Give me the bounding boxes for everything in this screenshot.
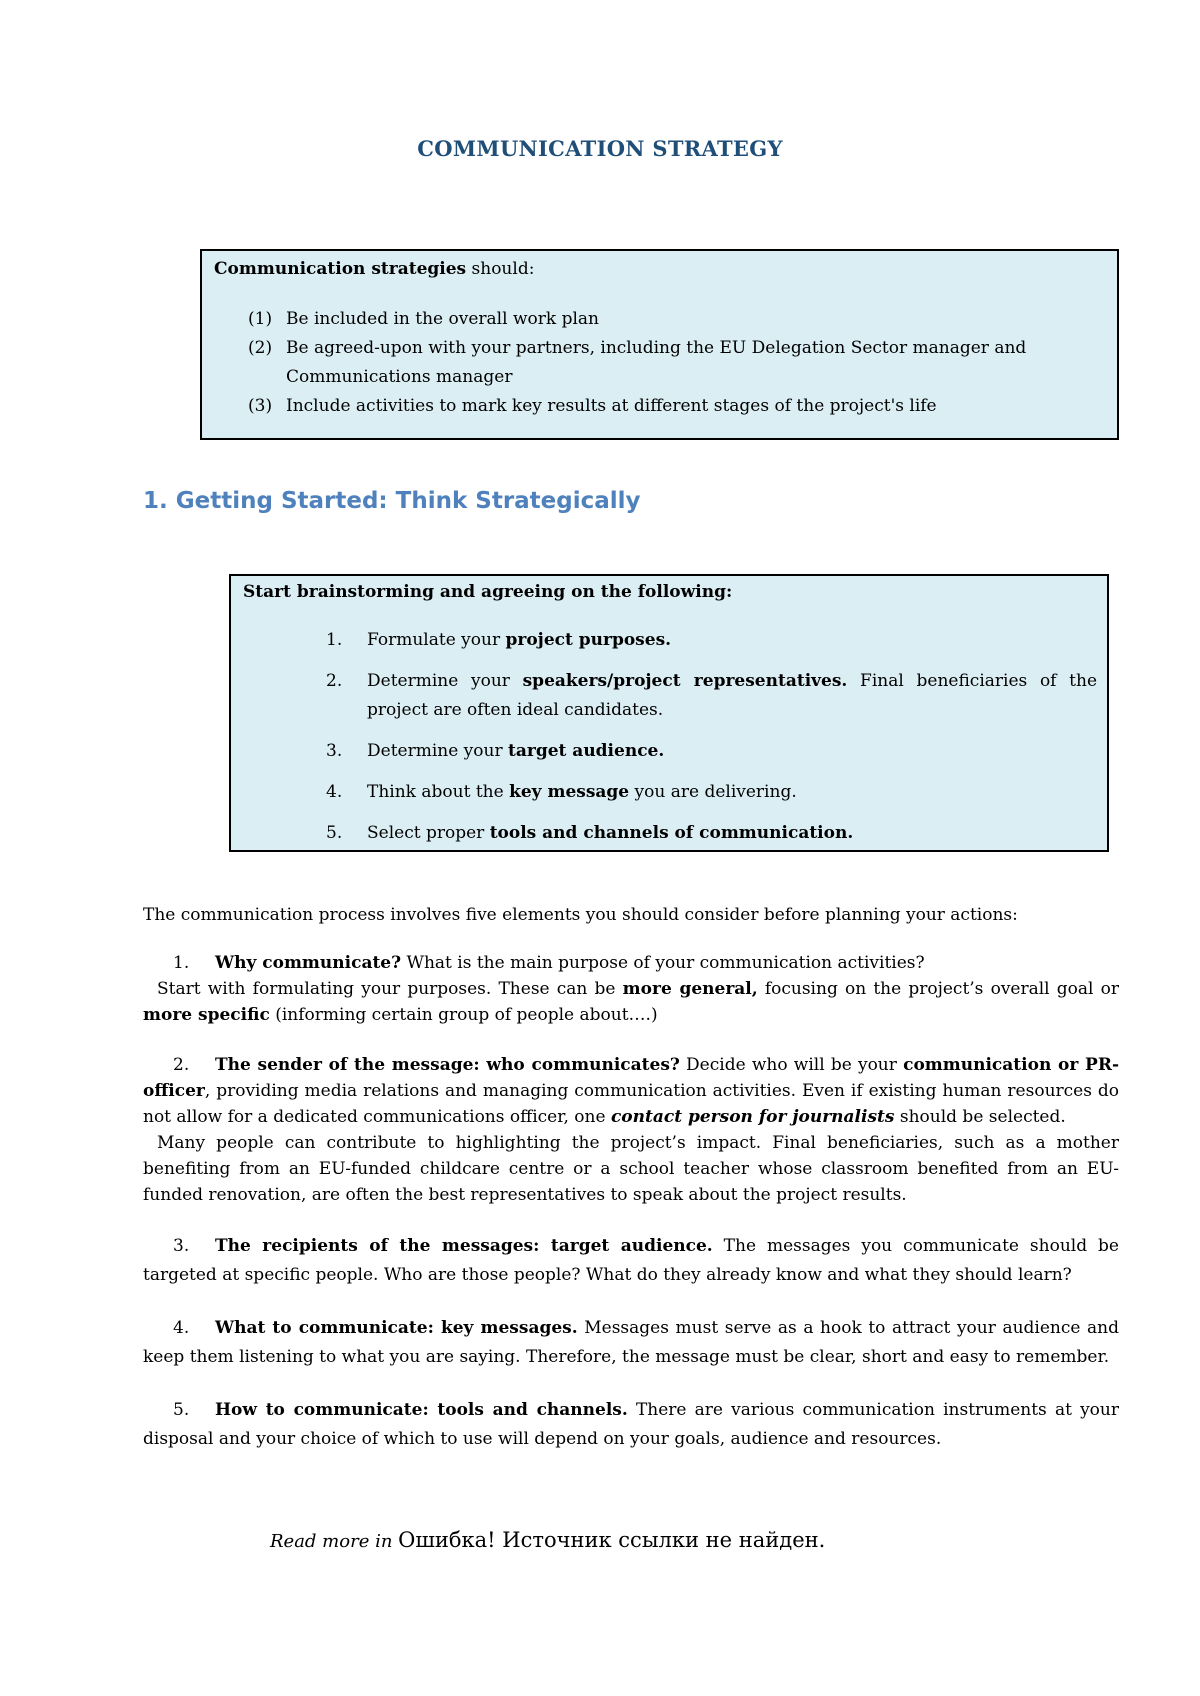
box1-intro-bold: Communication strategies [214,259,467,279]
box2-list [243,626,1097,848]
element-bold: more general, [622,979,758,999]
element-paragraph [143,1052,1119,1130]
list-item [214,334,1105,392]
broken-reference-link[interactable]: Ошибка! Источник ссылки не найден. [398,1528,826,1552]
list-item-bold: target audience. [508,741,665,761]
lead-paragraph: The communication process involves five elements you should consider before planning your actions: [143,905,1018,925]
element-text: Messages must serve as a hook to attract your audience and keep them listening to what you are saying. Therefore, the message must be clear, short and easy to remember. [143,1318,1119,1367]
element-bold: The sender of the message: who communicates? [215,1055,680,1075]
communication-elements [143,950,1119,1478]
element-number: 4. [173,1318,190,1338]
list-item-number: 1. [326,630,343,650]
box2-intro-text: Start brainstorming and agreeing on the following: [243,582,733,602]
element-text: Start with formulating your purposes. These can be [157,979,623,999]
element-paragraph [143,1232,1119,1290]
list-item-number: (1) [248,309,273,329]
list-item-text: Be included in the overall work plan [286,309,599,329]
element-number: 3. [173,1236,190,1256]
list-item-bold: key message [509,782,630,802]
list-item-number: (3) [248,396,273,416]
element-bold: What to communicate: key messages. [215,1318,578,1338]
list-item-number: 2. [326,671,343,691]
list-item-number: 4. [326,782,343,802]
element-text: should be selected. [894,1107,1066,1127]
list-item-text: Formulate your [367,630,506,650]
list-item-number: (2) [248,338,273,358]
list-item [243,667,1097,725]
box1-intro-rest: should: [466,259,535,279]
section-heading: 1. Getting Started: Think Strategically [143,488,641,514]
list-item-text: Determine your [367,741,508,761]
element-paragraph: Many people can contribute to highlighting the project’s impact. Final beneficiaries, such as a mother benefiting from an EU-funded childcare centre or a school teacher whose classroom benefited from an EU-funded renovation, are often the best representatives to speak about the project results. [143,1133,1119,1205]
element-number: 1. [173,953,190,973]
element-number: 5. [173,1400,190,1420]
element-bold: communication or PR-officer [143,1055,1119,1101]
read-more-label: Read more in [270,1531,399,1552]
element-text: , providing media relations and managing communication activities. Even if existing human resources do not allow for a dedicated communications officer, one [143,1081,1119,1127]
list-item-text-after: Final beneficiaries of the project are often ideal candidates. [367,671,1098,720]
list-item-number: 5. [326,823,343,843]
element-bold: The recipients of the messages: target audience. [215,1236,713,1256]
element-item [143,1396,1119,1454]
list-item-text: Select proper [367,823,490,843]
document-title: COMMUNICATION STRATEGY [417,136,783,161]
list-item-text: Include activities to mark key results at different stages of the project's life [286,396,937,416]
list-item-text: Think about the [367,782,510,802]
element-bold: more specific [143,1005,270,1025]
element-item [143,1052,1119,1208]
list-item [243,778,1097,807]
element-paragraph [143,1396,1119,1454]
element-item [143,950,1119,1028]
element-text: There are various communication instruments at your disposal and your choice of which to use will depend on your goals, audience and resources. [143,1400,1119,1449]
element-text: (informing certain group of people about….) [269,1005,658,1025]
element-bold-italic: contact person for journalists [610,1107,895,1127]
element-bold: How to communicate: tools and channels. [215,1400,628,1420]
strategy-requirements-box [200,249,1119,440]
element-item [143,1232,1119,1290]
element-paragraph [143,1314,1119,1372]
element-paragraph [143,976,1119,1028]
box1-list [214,305,1105,421]
read-more-reference [270,1528,825,1552]
box2-intro [243,576,1097,608]
box1-intro [214,255,1105,284]
element-bold: Why communicate? [215,953,402,973]
element-text: What is the main purpose of your communication activities? [401,953,925,973]
element-number: 2. [173,1055,190,1075]
brainstorming-box [229,574,1109,852]
list-item-bold: speakers/project representatives. [522,671,848,691]
list-item [243,626,1097,655]
list-item-text: Determine your [367,671,523,691]
list-item [214,392,1105,421]
list-item [243,737,1097,766]
list-item-bold: tools and channels of communication. [489,823,854,843]
list-item-text: Be agreed-upon with your partners, including the EU Delegation Sector manager and Communications manager [286,338,1027,387]
element-text: Decide who will be your [679,1055,904,1075]
element-text: The messages you communicate should be targeted at specific people. Who are those people? What do they already know and what they should learn? [143,1236,1119,1285]
list-item-bold: project purposes. [505,630,672,650]
list-item-number: 3. [326,741,343,761]
list-item-text-after: you are delivering. [629,782,797,802]
element-text: focusing on the project’s overall goal or [757,979,1119,999]
element-paragraph [143,950,1119,976]
list-item [214,305,1105,334]
list-item [243,819,1097,848]
element-item [143,1314,1119,1372]
